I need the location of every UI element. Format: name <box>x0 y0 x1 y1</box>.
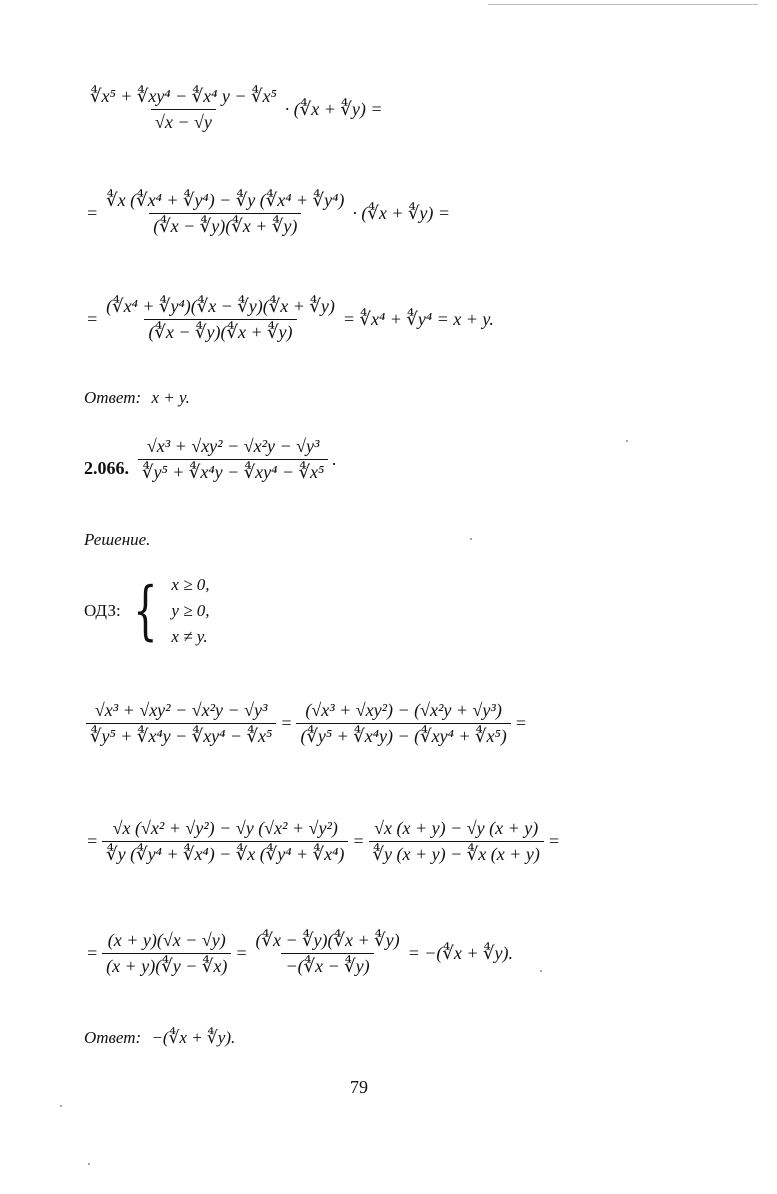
solution-line-3 <box>84 930 515 977</box>
equation-line-3 <box>84 296 496 343</box>
fraction <box>86 86 281 133</box>
equation-tail: = <box>547 831 560 851</box>
fraction <box>296 700 510 747</box>
brace-icon: { <box>132 574 158 648</box>
fraction <box>102 296 339 343</box>
denominator: ∜y⁵ + ∜x⁴y − ∜xy⁴ − ∜x⁵ <box>138 459 328 483</box>
answer-label: Ответ: <box>84 1028 142 1047</box>
answer-value: x + y. <box>151 388 190 407</box>
equation-tail: . <box>332 449 337 469</box>
equals-sign: = <box>280 713 293 733</box>
equation-tail: = ∜x⁴ + ∜y⁴ = x + y. <box>342 309 494 329</box>
odz-label: ОДЗ: <box>84 601 121 620</box>
odz-condition: x ≠ y. <box>171 627 208 646</box>
answer-1 <box>84 388 190 408</box>
fraction <box>102 818 348 865</box>
equals-sign: = <box>86 309 99 329</box>
numerator: (√x³ + √xy²) − (√x²y + √y³) <box>305 700 502 720</box>
fraction <box>86 700 276 747</box>
equals-sign: = <box>352 831 365 851</box>
fraction <box>369 818 544 865</box>
numerator: ∜x (∜x⁴ + ∜y⁴) − ∜y (∜x⁴ + ∜y⁴) <box>106 190 345 210</box>
denominator: (∜x − ∜y)(∜x + ∜y) <box>144 319 296 343</box>
odz-block <box>84 575 210 647</box>
denominator: ∜y⁵ + ∜x⁴y − ∜xy⁴ − ∜x⁵ <box>86 723 276 747</box>
numerator: √x³ + √xy² − √x²y − √y³ <box>94 700 268 720</box>
fraction <box>138 436 328 483</box>
equation-tail: = −(∜x + ∜y). <box>407 943 513 963</box>
equation-line-2 <box>84 190 452 237</box>
equals-sign: = <box>235 943 248 963</box>
numerator: (x + y)(√x − √y) <box>107 930 226 950</box>
odz-condition: y ≥ 0, <box>171 601 210 620</box>
fraction <box>102 930 231 977</box>
page-number: 79 <box>350 1077 368 1097</box>
denominator: √x − √y <box>151 109 216 133</box>
odz-condition: x ≥ 0, <box>171 575 210 594</box>
solution-label: Решение. <box>84 530 151 549</box>
fraction <box>251 930 403 977</box>
solution-line-2 <box>84 818 562 865</box>
equals-sign: = <box>86 831 99 851</box>
equals-sign: = <box>86 943 99 963</box>
numerator: √x³ + √xy² − √x²y − √y³ <box>146 436 320 456</box>
equation-tail: = <box>514 713 527 733</box>
problem-expression <box>136 436 339 483</box>
scan-speck <box>88 1163 90 1165</box>
numerator: (∜x⁴ + ∜y⁴)(∜x − ∜y)(∜x + ∜y) <box>106 296 335 316</box>
answer-value: −(∜x + ∜y). <box>151 1028 236 1047</box>
denominator: (x + y)(∜y − ∜x) <box>102 953 231 977</box>
denominator: ∜y (∜y⁴ + ∜x⁴) − ∜x (∜y⁴ + ∜x⁴) <box>102 841 348 865</box>
odz-conditions <box>171 575 209 647</box>
equation-tail: · (∜x + ∜y) = <box>284 99 383 119</box>
scan-edge-line <box>488 4 758 5</box>
scan-speck <box>60 1105 62 1107</box>
problem-number: 2.066. <box>84 458 129 478</box>
equation-tail: · (∜x + ∜y) = <box>352 203 451 223</box>
denominator: −(∜x − ∜y) <box>281 953 373 977</box>
equation-line-1 <box>84 86 385 133</box>
denominator: (∜x − ∜y)(∜x + ∜y) <box>149 213 301 237</box>
answer-label: Ответ: <box>84 388 142 407</box>
numerator: ∜x⁵ + ∜xy⁴ − ∜x⁴ y − ∜x⁵ <box>90 86 277 106</box>
numerator: √x (x + y) − √y (x + y) <box>374 818 539 838</box>
scan-speck <box>540 970 542 972</box>
numerator: (∜x − ∜y)(∜x + ∜y) <box>255 930 400 950</box>
scan-speck <box>470 538 472 540</box>
solution-line-1 <box>84 700 529 747</box>
equals-sign: = <box>86 203 99 223</box>
scan-speck <box>626 440 628 442</box>
numerator: √x (√x² + √y²) − √y (√x² + √y²) <box>112 818 338 838</box>
fraction <box>102 190 348 237</box>
denominator: (∜y⁵ + ∜x⁴y) − (∜xy⁴ + ∜x⁵) <box>296 723 510 747</box>
answer-2 <box>84 1028 235 1048</box>
denominator: ∜y (x + y) − ∜x (x + y) <box>369 841 544 865</box>
